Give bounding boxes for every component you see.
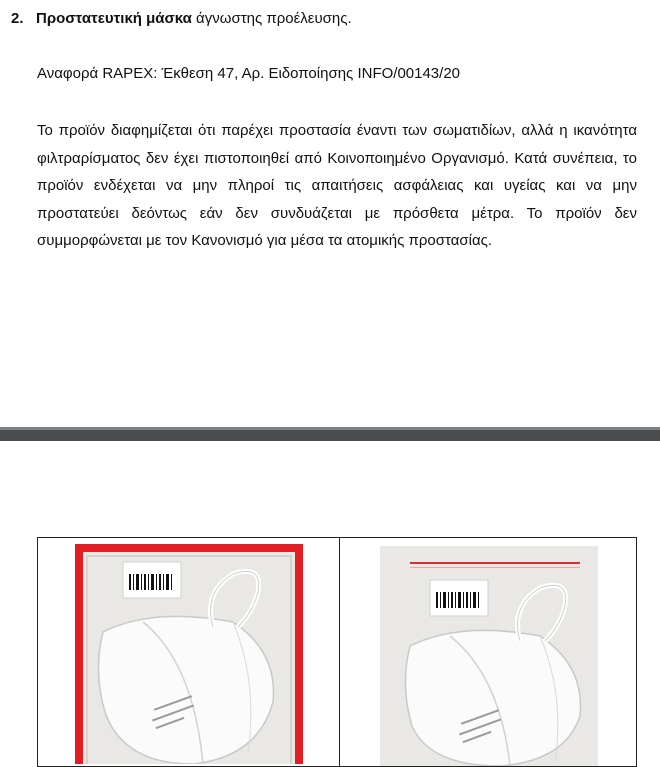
item-heading <box>11 9 352 29</box>
photo-table <box>37 537 637 767</box>
mask-photo-icon <box>83 552 295 764</box>
mask-photo-icon <box>380 546 598 766</box>
item-number: 2. <box>11 10 24 27</box>
product-name: Προστατευτική μάσκα <box>36 10 192 27</box>
product-origin: άγνωστης προέλευσης. <box>191 10 352 27</box>
photo-left-highlighted <box>75 544 303 764</box>
table-column-divider <box>339 538 340 766</box>
section-divider <box>0 427 660 441</box>
photo-right <box>380 546 598 766</box>
rapex-reference: Αναφορά RAPEX: Έκθεση 47, Αρ. Ειδοποίησης INFO/00143/20 <box>37 65 461 82</box>
product-description: Το προϊόν διαφημίζεται ότι παρέχει προστασία έναντι των σωματιδίων, αλλά η ικανότητα φιλτραρίσματος δεν έχει πιστοποιηθεί από Κοινοποιημένο Οργανισμό. Κατά συνέπεια, το προϊόν ενδέχεται να μην πληροί τις απαιτήσεις ασφάλειας και υγείας και να μην προστατεύει δεόντως εάν δεν συνδυάζεται με πρόσθετα μέτρα. Το προϊόν δεν συμμορφώνεται με τον Κανονισμό για μέσα τα ατομικής προστασίας. <box>37 122 637 249</box>
